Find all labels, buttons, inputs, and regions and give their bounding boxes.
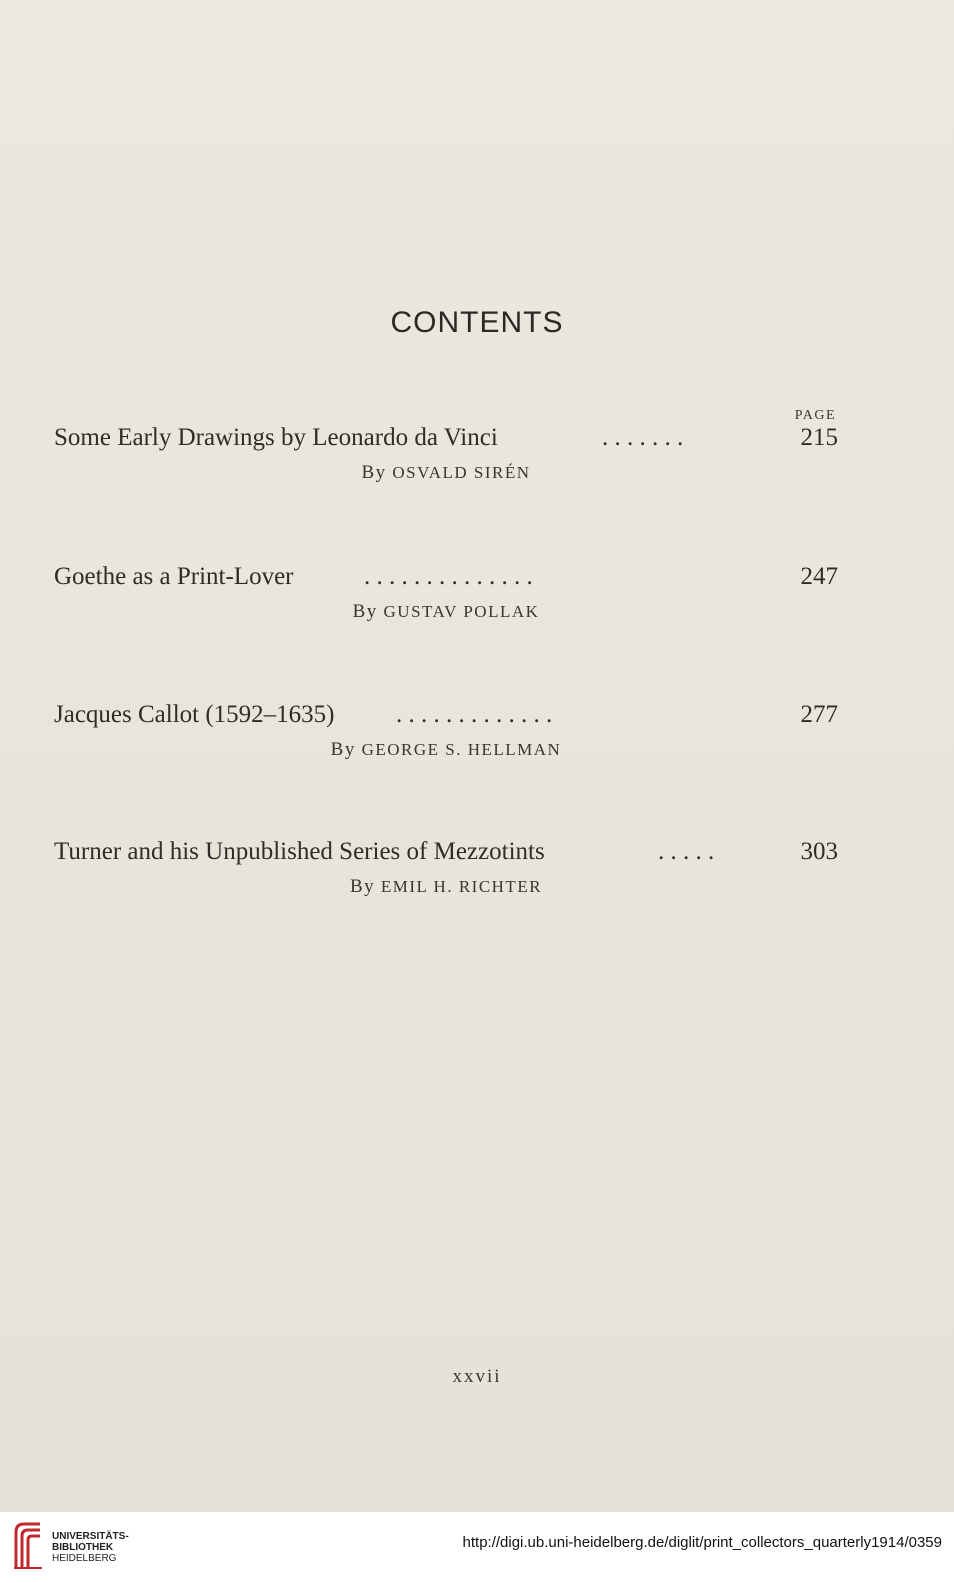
- toc-entry-title: Goethe as a Print-Lover: [54, 563, 294, 590]
- author-by: By: [361, 462, 387, 483]
- page-column-label: PAGE: [794, 408, 836, 423]
- dot-leader: . . . . .: [658, 838, 715, 865]
- toc-entry-author: [54, 876, 838, 898]
- toc-entry: [54, 838, 838, 897]
- toc-entry: [54, 701, 838, 760]
- source-url-link[interactable]: http://digi.ub.uni-heidelberg.de/diglit/print_collectors_quarterly1914/0359: [462, 1534, 942, 1551]
- toc-entry-title: Jacques Callot (1592–1635): [54, 701, 335, 728]
- author-name: GEORGE S. HELLMAN: [361, 740, 562, 759]
- toc-entry-line: [54, 701, 838, 735]
- toc-entry-author: [54, 462, 838, 484]
- contents-heading: CONTENTS: [390, 306, 564, 339]
- library-name-line: BIBLIOTHEK: [52, 1542, 114, 1553]
- toc-entry-page: 247: [800, 563, 838, 590]
- viewer-footer: [0, 1512, 954, 1583]
- toc-entry-author: [54, 601, 838, 623]
- author-by: By: [330, 739, 356, 760]
- toc-entry-line: [54, 563, 838, 597]
- toc-entry-page: 215: [800, 424, 838, 451]
- toc-entry: [54, 563, 838, 622]
- library-name-line: HEIDELBERG: [52, 1553, 117, 1564]
- university-library-logo-icon: [12, 1520, 46, 1572]
- toc-entry-page: 277: [800, 701, 838, 728]
- library-name: [52, 1531, 129, 1564]
- author-name: GUSTAV POLLAK: [383, 602, 540, 621]
- toc-entry-page: 303: [800, 838, 838, 865]
- author-by: By: [352, 601, 378, 622]
- library-name-line: UNIVERSITÄTS-: [52, 1531, 129, 1542]
- dot-leader: . . . . . . . . . . . . .: [396, 701, 553, 728]
- dot-leader: . . . . . . .: [602, 424, 684, 451]
- author-name: EMIL H. RICHTER: [380, 877, 543, 896]
- toc-entry-title: Turner and his Unpublished Series of Mezzotints: [54, 838, 545, 865]
- toc-entry-line: [54, 838, 838, 872]
- toc-entry-title: Some Early Drawings by Leonardo da Vinci: [54, 424, 498, 451]
- toc-entry-line: [54, 424, 838, 458]
- author-by: By: [349, 876, 376, 897]
- page-folio: xxvii: [452, 1366, 502, 1387]
- dot-leader: . . . . . . . . . . . . . .: [364, 563, 533, 590]
- toc-entry: [54, 424, 838, 483]
- toc-entry-author: [54, 739, 838, 761]
- author-name: OSVALD SIRÉN: [392, 463, 531, 482]
